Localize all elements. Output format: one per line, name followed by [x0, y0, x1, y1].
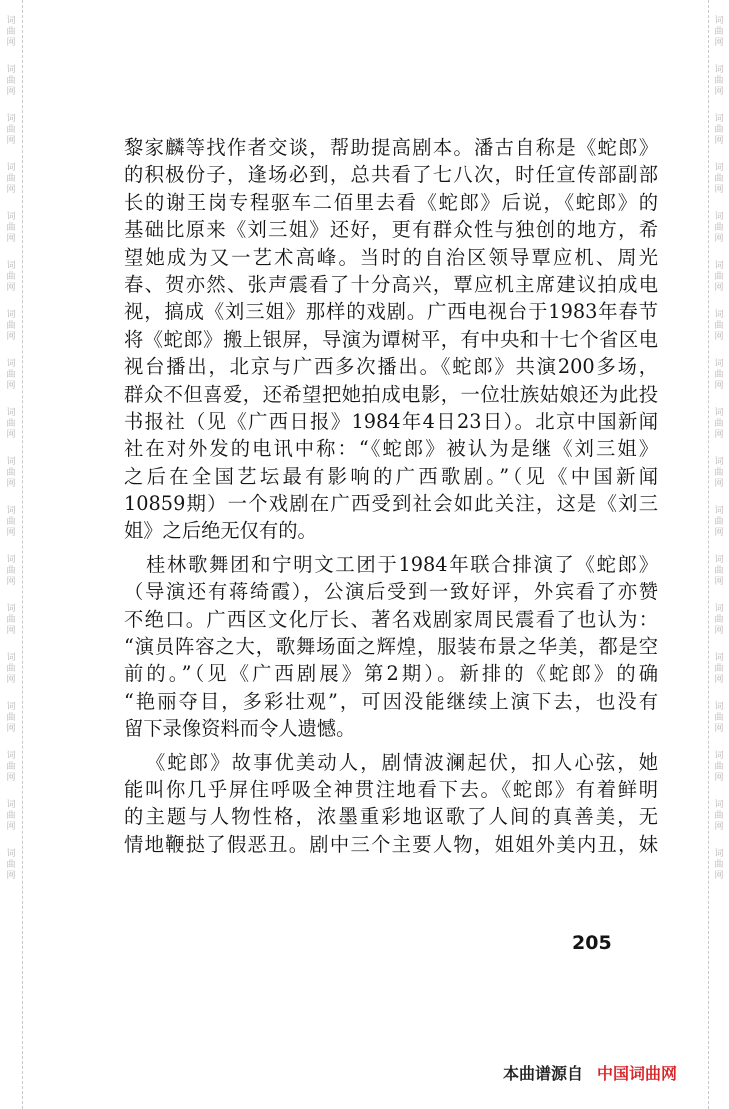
- left-watermark-column: [3, 0, 19, 1109]
- watermark-text: 词曲网: [714, 849, 724, 881]
- text-line: 视，搞成《刘三姐》那样的戏剧。广西电视台于1983年春节: [124, 300, 658, 324]
- watermark-text: 词曲网: [714, 114, 724, 146]
- text-line: 的积极份子，逢场必到，总共看了七八次，时任宣传部副部: [124, 163, 658, 187]
- watermark-text: 词曲网: [714, 555, 724, 587]
- watermark-text: 词曲网: [6, 163, 16, 195]
- text-line: 黎家麟等找作者交谈，帮助提高剧本。潘古自称是《蛇郎》: [124, 136, 658, 159]
- watermark-text: 词曲网: [714, 751, 724, 783]
- text-line: 将《蛇郎》搬上银屏，导演为谭树平，有中央和十七个省区电: [124, 327, 658, 351]
- right-watermark-column: [711, 0, 727, 1109]
- text-line: 留下录像资料而令人遗憾。: [124, 717, 356, 741]
- text-line: 前的。”（见《广西剧展》第2期）。新排的《蛇郎》的确: [124, 662, 658, 686]
- watermark-text: 词曲网: [714, 212, 724, 244]
- watermark-text: 词曲网: [714, 359, 724, 391]
- watermark-text: 词曲网: [6, 555, 16, 587]
- watermark-text: 词曲网: [6, 359, 16, 391]
- text-line: 望她成为又一艺术高峰。当时的自治区领导覃应机、周光: [124, 245, 658, 269]
- text-line: “艳丽夺目，多彩壮观”，可因没能继续上演下去，也没有: [124, 689, 658, 713]
- text-line: （导演还有蒋绮霞），公演后受到一致好评，外宾看了亦赞: [124, 580, 658, 604]
- text-line: 能叫你几乎屏住呼吸全神贯注地看下去。《蛇郎》有着鲜明: [124, 777, 658, 801]
- watermark-text: 词曲网: [6, 16, 16, 48]
- text-line: 群众不但喜爱，还希望把她拍成电影，一位壮族姑娘还为此投: [124, 382, 658, 406]
- text-line: 春、贺亦然、张声震看了十分高兴，覃应机主席建议拍成电: [124, 272, 658, 296]
- watermark-text: 词曲网: [6, 800, 16, 832]
- watermark-text: 词曲网: [714, 457, 724, 489]
- text-line: 的主题与人物性格，浓墨重彩地讴歌了人间的真善美，无: [124, 805, 658, 829]
- watermark-text: 词曲网: [6, 114, 16, 146]
- watermark-text: 词曲网: [714, 310, 724, 342]
- watermark-text: 词曲网: [714, 702, 724, 734]
- text-line: 姐》之后绝无仅有的。: [124, 519, 317, 543]
- text-line: 之后在全国艺坛最有影响的广西歌剧。”（见《中国新闻: [124, 464, 658, 488]
- watermark-text: 词曲网: [6, 212, 16, 244]
- text-line: 情地鞭挞了假恶丑。剧中三个主要人物，姐姐外美内丑，妹: [124, 832, 658, 856]
- watermark-text: 词曲网: [6, 849, 16, 881]
- text-line: 长的谢王岗专程驱车二佰里去看《蛇郎》后说，《蛇郎》的: [124, 190, 658, 214]
- right-dotted-border: [708, 0, 709, 1109]
- site-name-link[interactable]: 中国词曲网: [597, 1064, 678, 1083]
- page-number: 205: [572, 932, 612, 954]
- text-line: 视台播出，北京与广西多次播出。《蛇郎》共演200多场，: [124, 355, 658, 379]
- source-footer: [503, 1061, 677, 1084]
- watermark-text: 词曲网: [6, 506, 16, 538]
- text-line: 书报社（见《广西日报》1984年4日23日）。北京中国新闻: [124, 409, 658, 433]
- watermark-text: 词曲网: [714, 16, 724, 48]
- watermark-text: 词曲网: [714, 261, 724, 293]
- watermark-text: 词曲网: [714, 604, 724, 636]
- text-line: 不绝口。广西区文化厅长、著名戏剧家周民震看了也认为：: [124, 607, 658, 631]
- text-line: 基础比原来《刘三姐》还好，更有群众性与独创的地方，希: [124, 218, 658, 242]
- text-line: 桂林歌舞团和宁明文工团于1984年联合排演了《蛇郎》: [146, 552, 658, 576]
- text-line: 社在对外发的电讯中称：“《蛇郎》被认为是继《刘三姐》: [124, 437, 658, 461]
- watermark-text: 词曲网: [714, 65, 724, 97]
- watermark-text: 词曲网: [6, 457, 16, 489]
- watermark-text: 词曲网: [6, 261, 16, 293]
- text-line: 《蛇郎》故事优美动人，剧情波澜起伏，扣人心弦，她: [146, 750, 658, 774]
- text-line: 10859期）一个戏剧在广西受到社会如此关注，这是《刘三: [124, 492, 658, 516]
- body-text: [124, 134, 658, 858]
- left-dotted-border: [22, 0, 23, 1109]
- watermark-text: 词曲网: [6, 653, 16, 685]
- source-label: 本曲谱源自: [503, 1064, 584, 1083]
- watermark-text: 词曲网: [714, 506, 724, 538]
- watermark-text: 词曲网: [714, 800, 724, 832]
- watermark-text: 词曲网: [6, 65, 16, 97]
- watermark-text: 词曲网: [714, 408, 724, 440]
- watermark-text: 词曲网: [6, 702, 16, 734]
- watermark-text: 词曲网: [6, 604, 16, 636]
- watermark-text: 词曲网: [714, 653, 724, 685]
- text-line: “演员阵容之大，歌舞场面之辉煌，服装布景之华美，都是空: [124, 635, 658, 659]
- watermark-text: 词曲网: [6, 408, 16, 440]
- watermark-text: 词曲网: [6, 310, 16, 342]
- watermark-text: 词曲网: [714, 163, 724, 195]
- watermark-text: 词曲网: [6, 751, 16, 783]
